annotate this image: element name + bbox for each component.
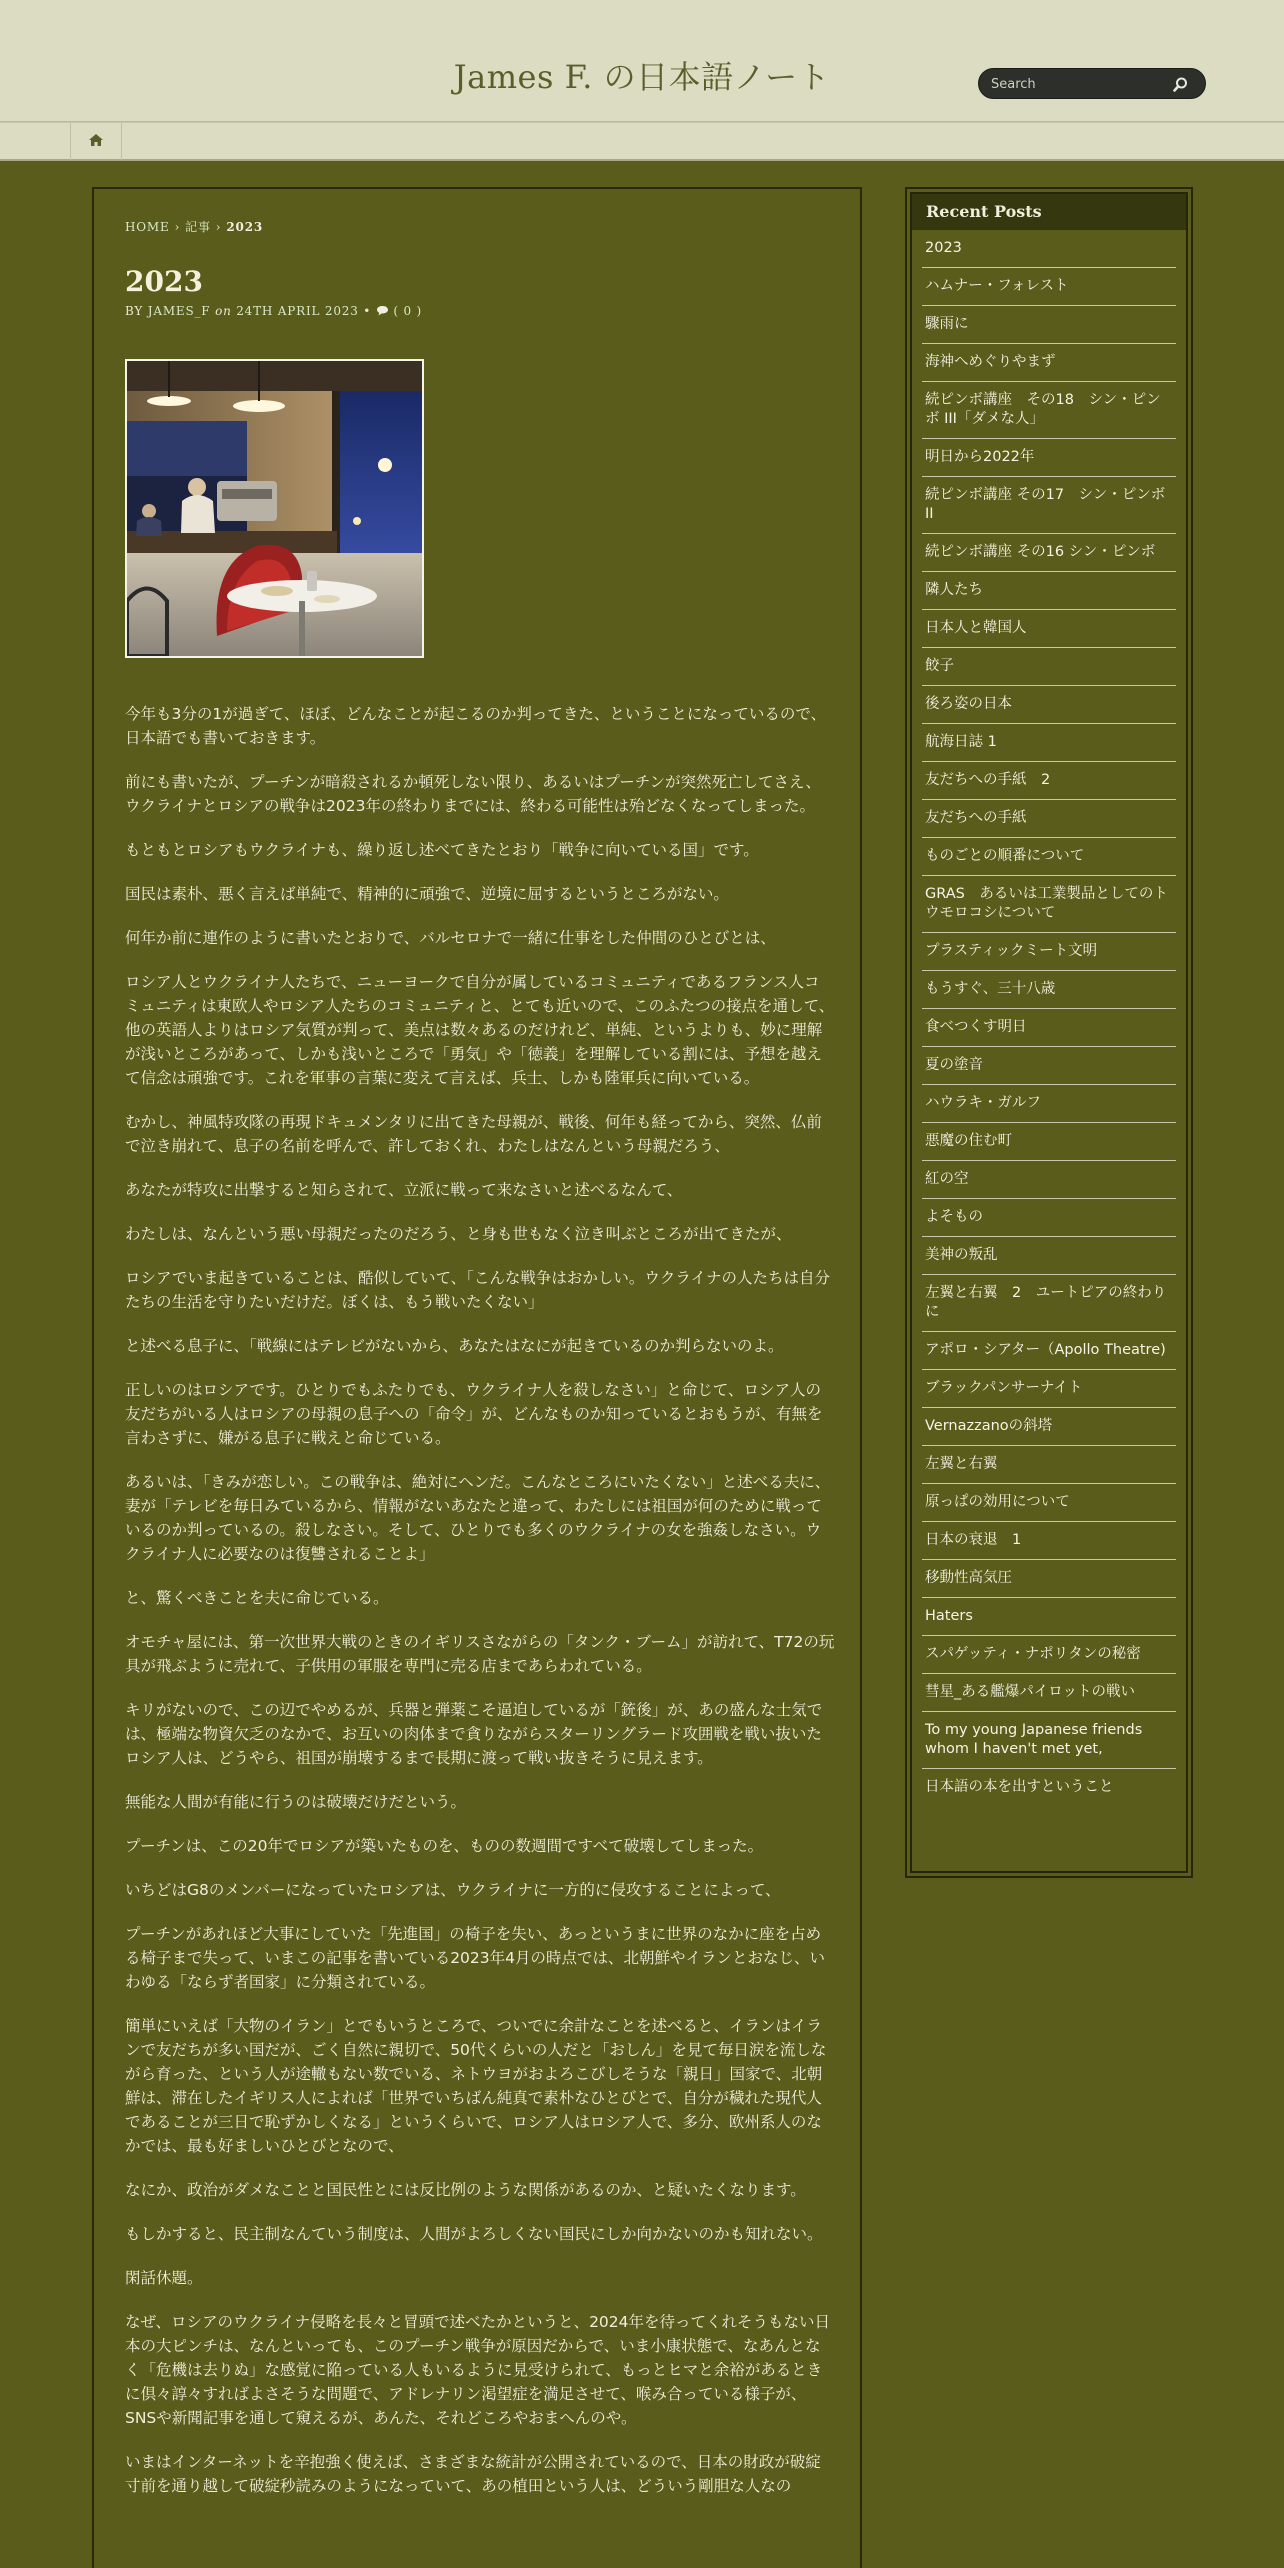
recent-post-link[interactable]: 移動性高気圧 bbox=[922, 1560, 1176, 1598]
breadcrumb-separator: › bbox=[174, 220, 181, 234]
recent-post-link[interactable]: スパゲッティ・ナポリタンの秘密 bbox=[922, 1636, 1176, 1674]
recent-post-link[interactable]: 紅の空 bbox=[922, 1161, 1176, 1199]
post-paragraph: なぜ、ロシアのウクライナ侵略を長々と冒頭で述べたかというと、2024年を待ってくれそうもない日本の大ピンチは、なんといっても、このプーチン戦争が原因だからで、いま小康状態で、なあんとなく「危機は去りぬ」な感覚に陥っている人もいるように見受けられて、もっとヒマと余裕があるときに倶々諄々すればよさそうな問題で、アドレナリン渇望症を満足させて、喉み合っている様子が、SNSや新聞記事を通して窺えるが、あんた、それどころやおまへんのや。 bbox=[125, 2313, 831, 2427]
post-paragraph: もともとロシアもウクライナも、繰り返し述べてきたとおり「戦争に向いている国」です。 bbox=[125, 841, 759, 859]
recent-post-link[interactable]: 原っぱの効用について bbox=[922, 1484, 1176, 1522]
post-paragraph: 閑話休題。 bbox=[125, 2269, 203, 2287]
meta-on: on bbox=[215, 304, 232, 318]
recent-post-link[interactable]: 続ピンボ講座 その17 シン・ピンボ II bbox=[922, 477, 1176, 534]
comment-icon bbox=[376, 304, 394, 318]
recent-post-link[interactable]: 友だちへの手紙 2 bbox=[922, 762, 1176, 800]
widget-title: Recent Posts bbox=[912, 194, 1186, 230]
recent-post-link[interactable]: 食べつくす明日 bbox=[922, 1009, 1176, 1047]
site-header bbox=[0, 0, 1284, 122]
post-body bbox=[125, 702, 835, 2518]
recent-post-link[interactable]: 左翼と右翼 bbox=[922, 1446, 1176, 1484]
recent-post-link[interactable]: ブラックパンサーナイト bbox=[922, 1370, 1176, 1408]
recent-post-link[interactable]: 海神へめぐりやまず bbox=[922, 344, 1176, 382]
recent-post-link[interactable]: ハムナー・フォレスト bbox=[922, 268, 1176, 306]
recent-post-link[interactable]: 日本人と韓国人 bbox=[922, 610, 1176, 648]
post-paragraph: ロシア人とウクライナ人たちで、ニューヨークで自分が属しているコミュニティであるフランス人コミュニティは東欧人やロシア人たちのコミュニティと、とても近いので、このふたつの接点を通して、他の英語人よりはロシア気質が判って、美点は数々あるのだけれど、単純、というよりも、妙に理解が浅いところがあって、しかも浅いところで「勇気」や「徳義」を理解している割には、予想を越えて信念は頑強です。これを軍事の言葉に変えて言えば、兵士、しかも陸軍兵に向いている。 bbox=[125, 973, 835, 1087]
sidebar bbox=[905, 187, 1193, 1878]
nav-bar bbox=[0, 122, 1284, 161]
recent-post-link[interactable]: 悪魔の住む町 bbox=[922, 1123, 1176, 1161]
post-title: 2023 bbox=[125, 265, 203, 298]
post-paragraph: あるいは、「きみが恋しい。この戦争は、絶対にヘンだ。こんなところにいたくない」と述べる夫に、妻が「テレビを毎日みているから、情報がないあなたと違って、わたしには祖国が何のために戦っているのか判っているの。殺しなさい。そして、ひとりでも多くのウクライナの女を強姦しなさい。ウクライナ人に必要なのは復讐されることよ」 bbox=[125, 1473, 831, 1563]
post-paragraph: 今年も3分の1が過ぎて、ほぼ、どんなことが起こるのか判ってきた、ということになっているので、日本語でも書いておきます。 bbox=[125, 705, 827, 747]
recent-post-link[interactable]: Vernazzanoの斜塔 bbox=[922, 1408, 1176, 1446]
post-paragraph: なにか、政治がダメなことと国民性とには反比例のような関係があるのか、と疑いたくなります。 bbox=[125, 2181, 806, 2199]
search-icon[interactable] bbox=[1172, 76, 1189, 93]
post-paragraph: むかし、神風特攻隊の再現ドキュメンタリに出てきた母親が、戦後、何年も経ってから、突然、仏前で泣き崩れて、息子の名前を呼んで、許しておくれ、わたしはなんという母親だろう、 bbox=[125, 1113, 822, 1155]
post-paragraph: キリがないので、この辺でやめるが、兵器と弾薬こそ逼迫しているが「銃後」が、あの盛んな士気では、極端な物資欠乏のなかで、お互いの肉体まで貪りながらスターリングラード攻囲戦を戦い抜いたロシア人は、どうやら、祖国が崩壊するまで長期に渡って戦い抜きそうに見えます。 bbox=[125, 1701, 823, 1767]
recent-post-link[interactable]: 2023 bbox=[922, 230, 1176, 268]
post-paragraph: ロシアでいま起きていることは、酷似していて、「こんな戦争はおかしい。ウクライナの人たちは自分たちの生活を守りたいだけだ。ぼくは、もう戦いたくない」 bbox=[125, 1269, 830, 1311]
post-paragraph: プーチンは、この20年でロシアが築いたものを、ものの数週間ですべて破壊してしまった。 bbox=[125, 1837, 764, 1855]
comments-link[interactable]: ( 0 ) bbox=[393, 304, 423, 318]
nav-home-button[interactable] bbox=[70, 123, 122, 160]
breadcrumb-category-link[interactable]: 記事 bbox=[185, 220, 211, 234]
main-content bbox=[92, 187, 862, 2568]
post-paragraph: あなたが特攻に出撃すると知らされて、立派に戦って来なさいと述べるなんて、 bbox=[125, 1181, 683, 1199]
breadcrumb-separator: › bbox=[215, 220, 222, 234]
recent-post-link[interactable]: もうすぐ、三十八歳 bbox=[922, 971, 1176, 1009]
recent-post-link[interactable]: GRAS あるいは工業製品としてのトウモロコシについて bbox=[922, 876, 1176, 933]
post-paragraph: プーチンがあれほど大事にしていた「先進国」の椅子を失い、あっというまに世界のなかに座を占める椅子まで失って、いまこの記事を書いている2023年4月の時点では、北朝鮮やイランとおなじ、いわゆる「ならず者国家」に分類されている。 bbox=[125, 1925, 826, 1991]
recent-posts-list bbox=[912, 230, 1186, 1806]
recent-post-link[interactable]: 彗星_ある艦爆パイロットの戦い bbox=[922, 1674, 1176, 1712]
post-paragraph: 正しいのはロシアです。ひとりでもふたりでも、ウクライナ人を殺しなさい」と命じて、ロシア人の友だちがいる人はロシアの母親の息子への「命令」が、どんなものか知っているとおもうが、有無を言わさずに、嫌がる息子に戦えと命じている。 bbox=[125, 1381, 823, 1447]
recent-post-link[interactable]: 続ピンボ講座 その16 シン・ピンボ bbox=[922, 534, 1176, 572]
recent-posts-widget bbox=[910, 192, 1188, 1873]
recent-post-link[interactable]: 明日から2022年 bbox=[922, 439, 1176, 477]
post-paragraph: 無能な人間が有能に行うのは破壊だけだという。 bbox=[125, 1793, 467, 1811]
post-paragraph: わたしは、なんという悪い母親だったのだろう、と身も世もなく泣き叫ぶところが出てきたが、 bbox=[125, 1225, 792, 1243]
post-featured-image[interactable] bbox=[125, 359, 424, 658]
meta-bullet: • bbox=[363, 304, 372, 318]
post-paragraph: オモチャ屋には、第一次世界大戦のときのイギリスさながらの「タンク・ブーム」が訪れて、T72の玩具が飛ぶように売れて、子供用の軍服を専門に売る店まであらわれている。 bbox=[125, 1633, 835, 1675]
breadcrumb-current: 2023 bbox=[226, 220, 263, 234]
recent-post-link[interactable]: 隣人たち bbox=[922, 572, 1176, 610]
recent-post-link[interactable]: プラスティックミート文明 bbox=[922, 933, 1176, 971]
recent-post-link[interactable]: アポロ・シアター（Apollo Theatre) bbox=[922, 1332, 1176, 1370]
post-paragraph: 前にも書いたが、プーチンが暗殺されるか頓死しない限り、あるいはプーチンが突然死亡してさえ、ウクライナとロシアの戦争は2023年の終わりまでには、終わる可能性は殆どなくなってしまった。 bbox=[125, 773, 821, 815]
home-icon bbox=[88, 132, 104, 151]
recent-post-link[interactable]: 夏の塗音 bbox=[922, 1047, 1176, 1085]
post-paragraph: 国民は素朴、悪く言えば単純で、精神的に頑強で、逆境に屈するというところがない。 bbox=[125, 885, 729, 903]
search-input[interactable] bbox=[991, 75, 1161, 93]
meta-by: BY bbox=[125, 304, 144, 318]
recent-post-link[interactable]: よそもの bbox=[922, 1199, 1176, 1237]
post-paragraph: もしかすると、民主制なんていう制度は、人間がよろしくない国民にしか向かないのかも知れない。 bbox=[125, 2225, 823, 2243]
recent-post-link[interactable]: 友だちへの手紙 bbox=[922, 800, 1176, 838]
post-paragraph: と述べる息子に、「戦線にはテレビがないから、あなたはなにが起きているのか判らないのよ。 bbox=[125, 1337, 784, 1355]
recent-post-link[interactable]: 航海日誌 1 bbox=[922, 724, 1176, 762]
post-paragraph: いまはインターネットを辛抱強く使えば、さまざまな統計が公開されているので、日本の財政が破綻寸前を通り越して破綻秒読みのようになっていて、あの植田という人は、どういう剛胆な人なの bbox=[125, 2453, 821, 2495]
post-meta bbox=[125, 304, 422, 318]
recent-post-link[interactable]: 続ピンボ講座 その18 シン・ピンボ III「ダメな人」 bbox=[922, 382, 1176, 439]
post-paragraph: 簡単にいえば「大物のイラン」とでもいうところで、ついでに余計なことを述べると、イランはイランで友だちが多い国だが、ごく自然に親切で、50代くらいの人だと「おしん」を見て毎日涙を流しながら育った、という人が途轍もない数でいる、ネトウヨがおよろこびしそうな「親日」国家で、北朝鮮は、滞在したイギリス人によれば「世界でいちばん純真で素朴なひとびとで、自分が穢れた現代人であることが三日で恥ずかしくなる」というくらいで、ロシア人はロシア人で、多分、欧州系人のなかでは、最も好ましいひとびとなので、 bbox=[125, 2017, 827, 2155]
recent-post-link[interactable]: 日本の衰退 1 bbox=[922, 1522, 1176, 1560]
recent-post-link[interactable]: 後ろ姿の日本 bbox=[922, 686, 1176, 724]
recent-post-link[interactable]: To my young Japanese friends whom I haven't met yet, bbox=[922, 1712, 1176, 1769]
diner-illustration bbox=[127, 361, 422, 656]
recent-post-link[interactable]: 日本語の本を出すということ bbox=[925, 1779, 1114, 1795]
recent-post-link[interactable]: ものごとの順番について bbox=[922, 838, 1176, 876]
author-link[interactable]: JAMES_F bbox=[147, 304, 211, 318]
site-title[interactable]: James F. の日本語ノート bbox=[453, 58, 831, 96]
recent-post-link[interactable]: 驟雨に bbox=[922, 306, 1176, 344]
search-box bbox=[978, 68, 1206, 99]
post-paragraph: 何年か前に連作のように書いたとおりで、バルセロナで一緒に仕事をした仲間のひとびとは、 bbox=[125, 929, 776, 947]
breadcrumb-home-link[interactable]: HOME bbox=[125, 220, 170, 234]
recent-post-link[interactable]: ハウラキ・ガルフ bbox=[922, 1085, 1176, 1123]
recent-post-link[interactable]: 左翼と右翼 2 ユートピアの終わりに bbox=[922, 1275, 1176, 1332]
recent-post-link[interactable]: Haters bbox=[922, 1598, 1176, 1636]
post-paragraph: いちどはG8のメンバーになっていたロシアは、ウクライナに一方的に侵攻することによって、 bbox=[125, 1881, 781, 1899]
breadcrumb bbox=[125, 218, 263, 235]
post-paragraph: と、驚くべきことを夫に命じている。 bbox=[125, 1589, 389, 1607]
recent-post-link[interactable]: 餃子 bbox=[922, 648, 1176, 686]
date-link[interactable]: 24TH APRIL 2023 bbox=[236, 304, 359, 318]
recent-post-link[interactable]: 美神の叛乱 bbox=[922, 1237, 1176, 1275]
